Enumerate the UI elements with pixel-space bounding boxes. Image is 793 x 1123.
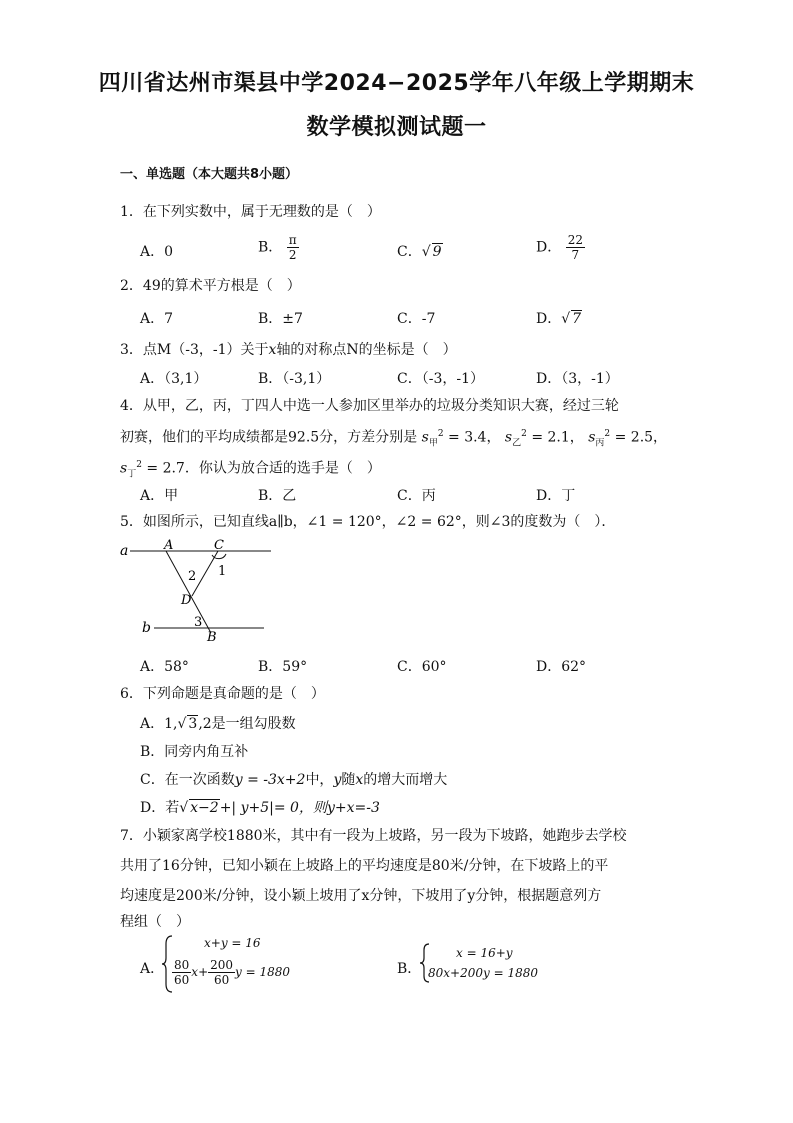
q3-option-d: D．（3，-1） xyxy=(536,371,619,387)
q5-option-c: C．60° xyxy=(397,659,447,675)
q2-option-c: C．-7 xyxy=(397,311,436,327)
q4-option-a: A．甲 xyxy=(140,488,179,504)
q2-option-b: B．±7 xyxy=(258,311,303,327)
section-heading: 一、单选题（本大题共8小题） xyxy=(120,167,299,182)
q3-option-a: A．（3,1） xyxy=(140,371,208,387)
q5-parallel-lines-figure xyxy=(116,536,276,646)
q7-option-a-eq2: $\frac{80}{60}$ x+ $\frac{200}{60}$ y = 1880 xyxy=(174,958,291,987)
question-7-line1: 7．小颖家离学校1880米，其中有一段为上坡路，另一段为下坡路，她跑步去学校 xyxy=(120,828,627,844)
question-7-line4: 程组（ ） xyxy=(120,914,190,930)
q5-option-b: B．59° xyxy=(258,659,308,675)
q7-option-a-label: A． xyxy=(140,961,165,977)
label-angle-1: 1 xyxy=(218,564,227,579)
q6-option-a: A．1,√ 3,2是一组勾股数 xyxy=(140,716,296,732)
q6-option-c: C．在一次函数y = -3x+2中，y随x的增大而增大 xyxy=(140,772,448,788)
q1-option-c: C．√ 9 xyxy=(397,244,442,260)
question-7-line2: 共用了16分钟，已知小颖在上坡路上的平均速度是80米/分钟，在下坡路上的平 xyxy=(120,858,609,874)
label-A: A xyxy=(164,538,174,553)
label-angle-3: 3 xyxy=(194,615,203,630)
page-title-line1: 四川省达州市渠县中学2024−2025学年八年级上学期期末 xyxy=(98,71,695,96)
question-6-stem: 6．下列命题是真命题的是（ ） xyxy=(120,686,325,702)
q1-option-a: A．0 xyxy=(140,244,174,260)
label-D: D xyxy=(181,593,192,608)
q6-option-b: B．同旁内角互补 xyxy=(140,744,249,760)
question-4-line3: $s_丁^2 = 2.7$．你认为放合适的选手是（ ） xyxy=(120,460,381,480)
q1-option-d: D． $\frac{22}{7}$ xyxy=(536,233,583,262)
q3-option-b: B．（-3,1） xyxy=(258,371,331,387)
q7-option-b-label: B． xyxy=(397,961,422,977)
question-5-stem: 5．如图所示，已知直线a∥b，∠1 = 120°，∠2 = 62°，则∠3的度数为（ ）． xyxy=(120,514,616,530)
segment-ab xyxy=(166,551,211,633)
label-B: B xyxy=(207,630,217,645)
question-1-stem: 1．在下列实数中，属于无理数的是（ ） xyxy=(120,204,381,220)
q7-option-a-eq1: x+y = 16 xyxy=(204,936,261,950)
q7-option-b-eq1: x = 16+y xyxy=(456,946,513,960)
q6-option-d: D．若√ x−2+| y+5|= 0，则y+x=-3 xyxy=(140,800,380,816)
label-b: b xyxy=(142,620,151,636)
question-4-line1: 4．从甲，乙，丙，丁四人中选一人参加区里举办的垃圾分类知识大赛，经过三轮 xyxy=(120,398,619,414)
q5-option-d: D．62° xyxy=(536,659,587,675)
q7-option-b-eq2: 80x+200y = 1880 xyxy=(428,966,538,980)
q5-option-a: A．58° xyxy=(140,659,189,675)
question-4-line2: 初赛，他们的平均成绩都是92.5分，方差分别是 $s_甲^2 = 3.4$， $s_乙^2 = 2.1$， $s_丙^2 = 2.5$， xyxy=(120,429,668,449)
q4-option-b: B．乙 xyxy=(258,488,297,504)
label-C: C xyxy=(214,538,224,553)
page-title-line2: 数学模拟测试题一 xyxy=(306,115,487,140)
q3-option-c: C．（-3，-1） xyxy=(397,371,484,387)
question-7-line3: 均速度是200米/分钟，设小颖上坡用了x分钟，下坡用了y分钟，根据题意列方 xyxy=(120,888,602,904)
label-angle-2: 2 xyxy=(188,569,197,584)
q2-option-a: A．7 xyxy=(140,311,174,327)
question-2-stem: 2．49的算术平方根是（ ） xyxy=(120,278,301,294)
label-a: a xyxy=(120,543,129,559)
q4-option-d: D．丁 xyxy=(536,488,576,504)
q2-option-d: D．√ 7 xyxy=(536,311,582,327)
q4-option-c: C．丙 xyxy=(397,488,436,504)
q1-option-b: B． $\frac{\pi}{2}$ xyxy=(258,233,297,262)
question-3-stem: 3．点M（-3，-1）关于x轴的对称点N的坐标是（ ） xyxy=(120,342,457,358)
